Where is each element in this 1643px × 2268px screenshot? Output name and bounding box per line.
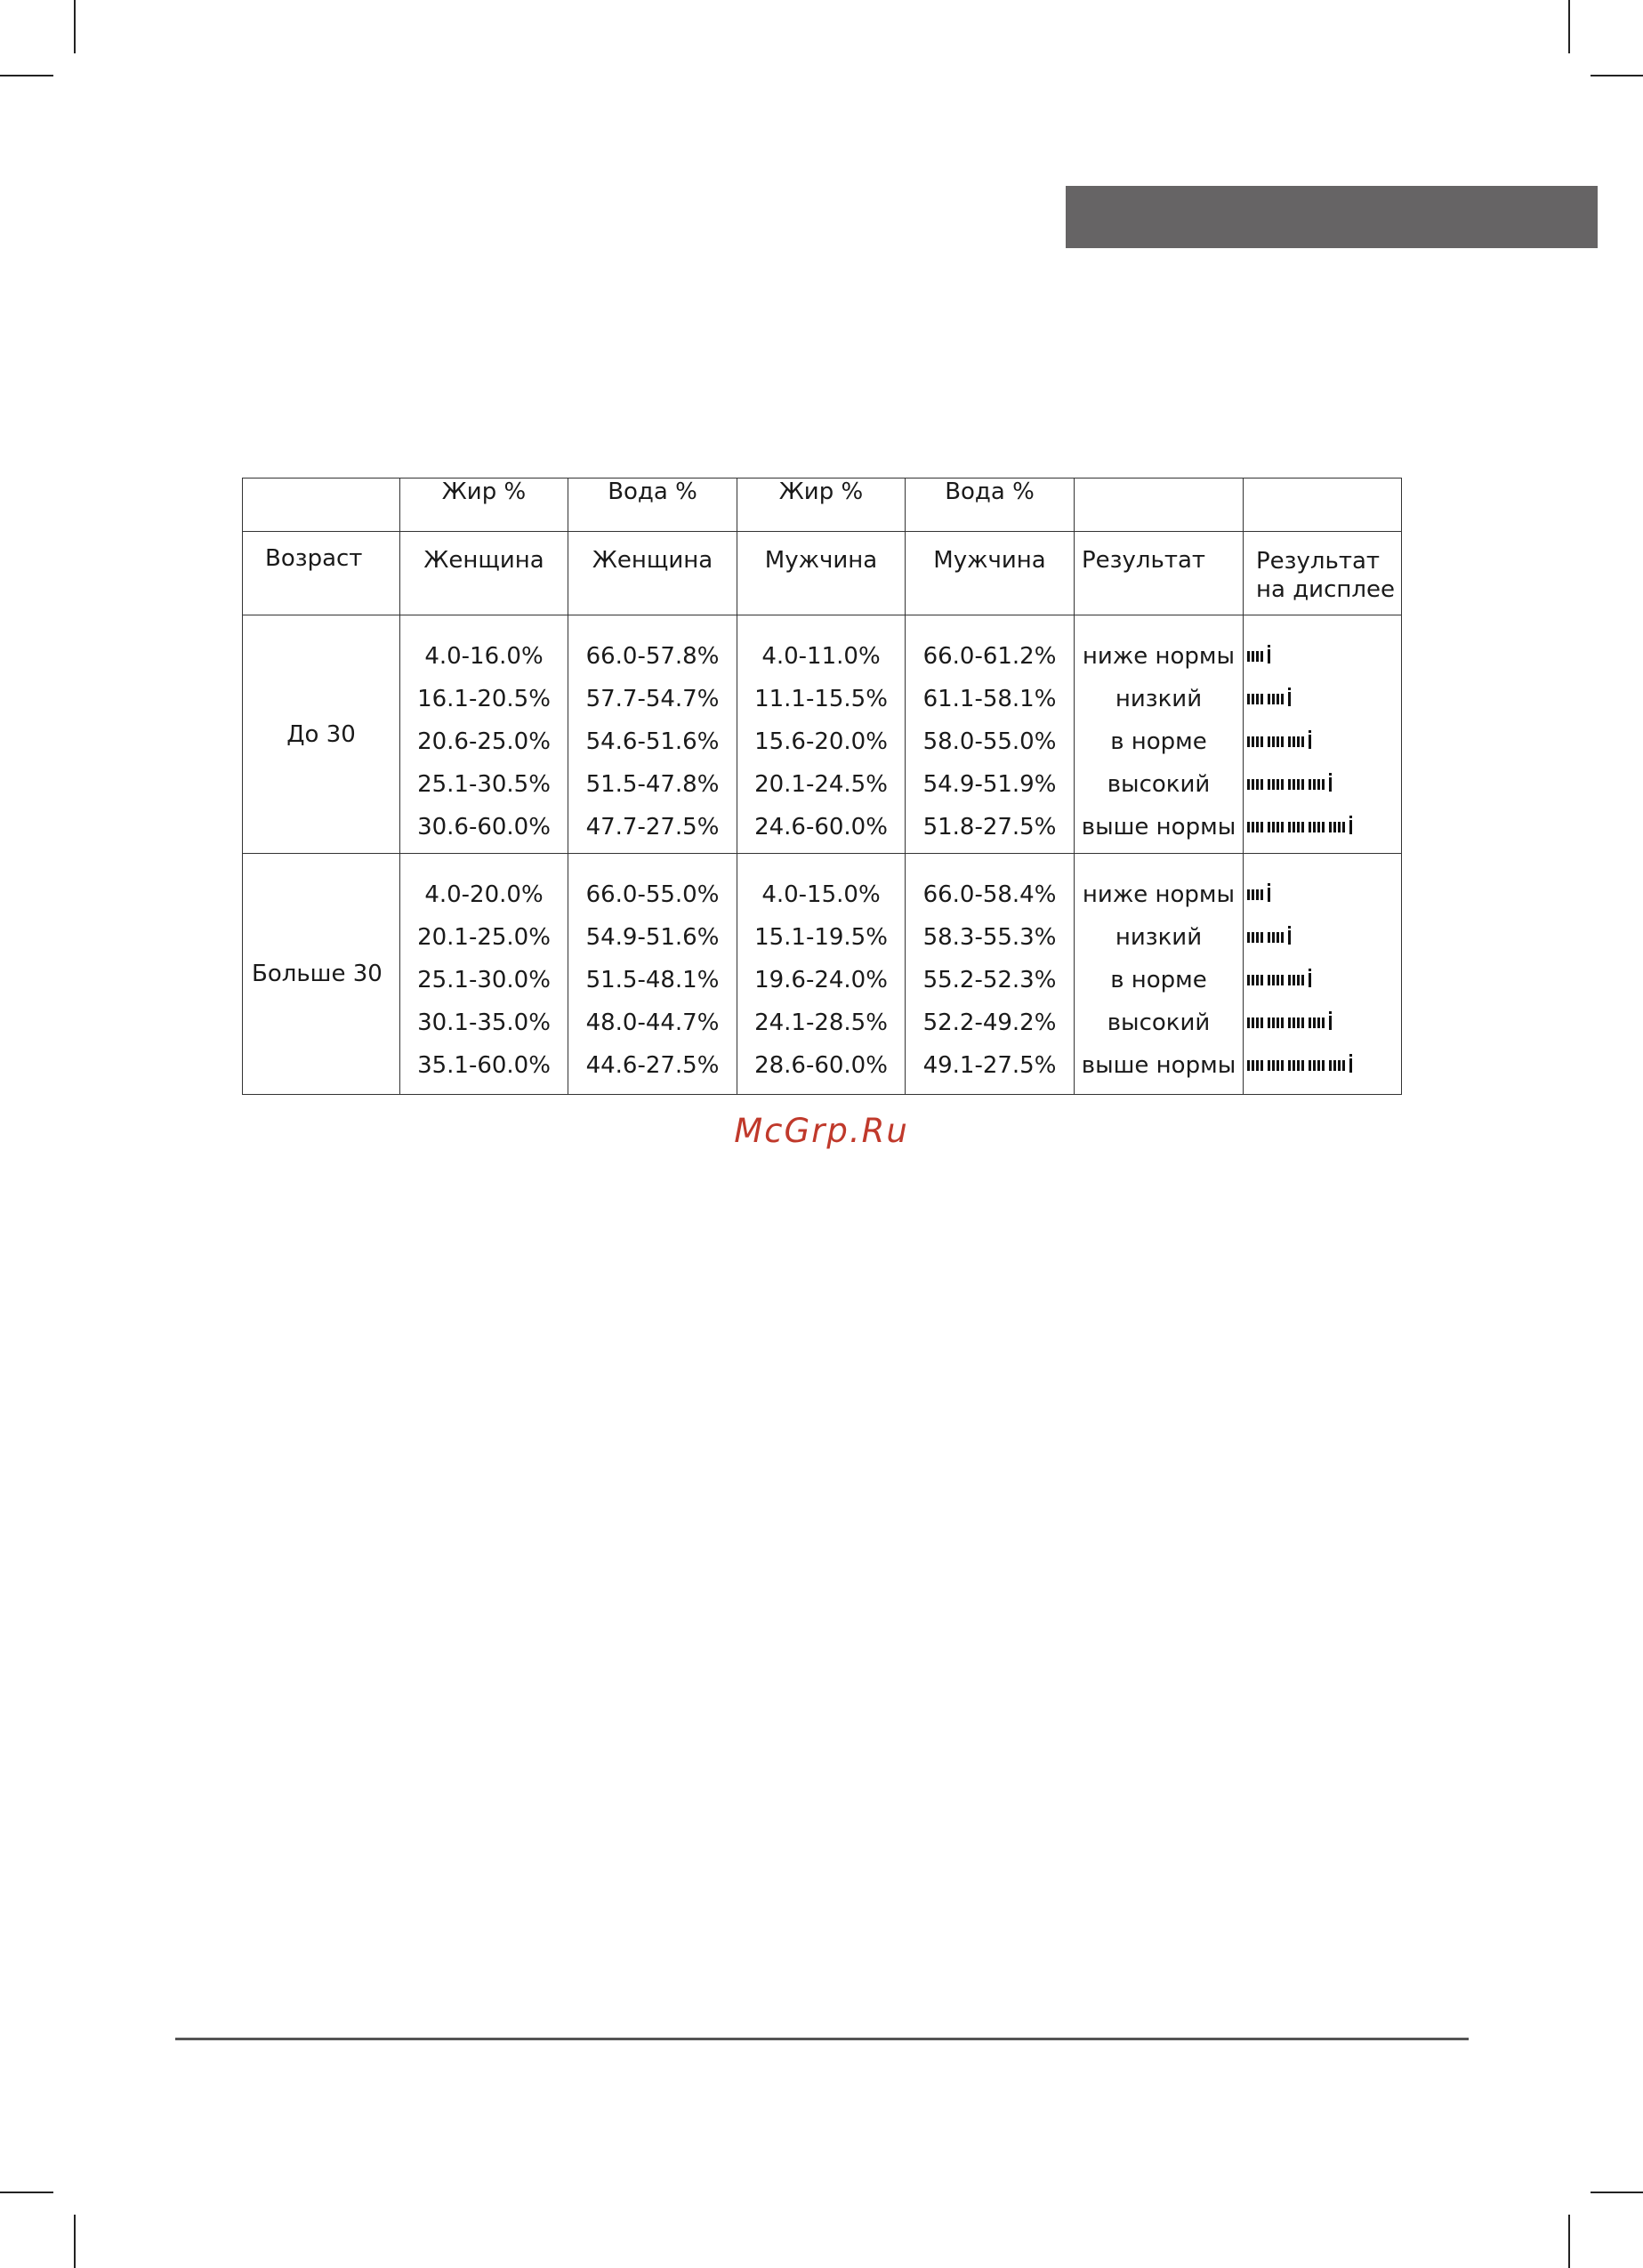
display-marker-icon bbox=[1268, 888, 1270, 902]
display-marker-icon bbox=[1349, 1058, 1352, 1073]
cell-value: 11.1-15.5% bbox=[754, 686, 888, 712]
display-indicators bbox=[1244, 854, 1401, 1087]
display-marker-icon bbox=[1288, 692, 1291, 706]
display-segment bbox=[1268, 1060, 1284, 1071]
crop-mark bbox=[1591, 75, 1643, 76]
cell-value: 54.9-51.6% bbox=[585, 924, 720, 951]
cell-value: 47.7-27.5% bbox=[585, 814, 720, 840]
header-label-line2: на дисплее bbox=[1256, 576, 1395, 603]
display-level-indicator bbox=[1247, 873, 1401, 916]
fat-female-cell bbox=[400, 854, 568, 1095]
display-cell bbox=[1244, 615, 1402, 854]
watermark: McGrp.Ru bbox=[734, 1112, 909, 1150]
display-segment bbox=[1247, 1060, 1263, 1071]
cell-value: ниже нормы bbox=[1082, 881, 1236, 908]
display-segment bbox=[1247, 779, 1263, 790]
cell-value: 51.5-47.8% bbox=[585, 771, 720, 798]
cell-value: 4.0-16.0% bbox=[424, 643, 544, 670]
display-marker-icon bbox=[1309, 973, 1311, 987]
cell-value: 52.2-49.2% bbox=[922, 1009, 1057, 1036]
cell-value: 58.3-55.3% bbox=[922, 924, 1057, 951]
display-marker-icon bbox=[1329, 1016, 1332, 1030]
crop-mark bbox=[0, 75, 53, 76]
display-indicators bbox=[1244, 615, 1401, 848]
display-level-indicator bbox=[1247, 635, 1401, 678]
cell-value: 25.1-30.0% bbox=[417, 967, 551, 993]
display-segment bbox=[1268, 932, 1284, 943]
cell-value: 25.1-30.5% bbox=[417, 771, 551, 798]
cell-value: 15.1-19.5% bbox=[754, 924, 888, 951]
cell-value: 19.6-24.0% bbox=[754, 967, 888, 993]
cell-value: 20.1-25.0% bbox=[417, 924, 551, 951]
cell-value: 61.1-58.1% bbox=[922, 686, 1057, 712]
cell-value: выше нормы bbox=[1081, 814, 1236, 840]
cell-value: 48.0-44.7% bbox=[585, 1009, 720, 1036]
cell-value: 4.0-11.0% bbox=[761, 643, 881, 670]
display-segment bbox=[1247, 694, 1263, 704]
cell-value: 44.6-27.5% bbox=[585, 1052, 720, 1079]
group-row bbox=[243, 854, 1402, 1095]
cell-value: 66.0-58.4% bbox=[922, 881, 1057, 908]
display-segment bbox=[1247, 932, 1263, 943]
crop-mark bbox=[74, 2215, 76, 2268]
cell-value: 66.0-61.2% bbox=[922, 643, 1057, 670]
display-marker-icon bbox=[1288, 930, 1291, 945]
cell-value: 66.0-55.0% bbox=[585, 881, 720, 908]
cell-value: 24.6-60.0% bbox=[754, 814, 888, 840]
display-segment bbox=[1247, 975, 1263, 985]
cell-value: 54.9-51.9% bbox=[922, 771, 1057, 798]
header-label-line1: Результат bbox=[1256, 548, 1381, 575]
crop-mark bbox=[74, 0, 76, 53]
display-level-indicator bbox=[1247, 763, 1401, 806]
display-segment bbox=[1309, 822, 1325, 832]
display-level-indicator bbox=[1247, 959, 1401, 1001]
header-cell bbox=[1075, 532, 1244, 615]
header-label: Мужчина bbox=[764, 547, 878, 574]
header-label: Женщина bbox=[423, 547, 544, 574]
display-segment bbox=[1309, 1060, 1325, 1071]
display-segment bbox=[1268, 694, 1284, 704]
header-label: Результат bbox=[1082, 547, 1206, 574]
header-cell bbox=[243, 532, 400, 615]
cell-value: 4.0-15.0% bbox=[761, 881, 881, 908]
cell-value: низкий bbox=[1115, 686, 1203, 712]
header-label: Мужчина bbox=[933, 547, 1046, 574]
header-cell bbox=[400, 532, 568, 615]
cell-value: 51.5-48.1% bbox=[585, 967, 720, 993]
display-marker-icon bbox=[1329, 777, 1332, 792]
display-level-indicator bbox=[1247, 916, 1401, 959]
header-bar bbox=[1066, 186, 1598, 248]
cell-value: 55.2-52.3% bbox=[922, 967, 1057, 993]
display-segment bbox=[1329, 1060, 1345, 1071]
header-cell: Жир % bbox=[400, 479, 568, 532]
header-cell bbox=[1075, 479, 1244, 532]
display-marker-icon bbox=[1349, 820, 1352, 834]
cell-value: 57.7-54.7% bbox=[585, 686, 720, 712]
cell-value: в норме bbox=[1110, 728, 1207, 755]
header-row-1 bbox=[243, 479, 1402, 532]
display-marker-icon bbox=[1309, 735, 1311, 749]
cell-value: высокий bbox=[1107, 1009, 1211, 1036]
header-cell bbox=[906, 532, 1075, 615]
display-segment bbox=[1288, 779, 1304, 790]
body-composition-table bbox=[242, 478, 1402, 1095]
cell-value: 20.1-24.5% bbox=[754, 771, 888, 798]
group-row bbox=[243, 615, 1402, 854]
cell-value: 35.1-60.0% bbox=[417, 1052, 551, 1079]
crop-mark bbox=[1591, 2192, 1643, 2193]
header-label bbox=[1244, 532, 1401, 604]
display-segment bbox=[1247, 1017, 1263, 1028]
header-cell bbox=[243, 479, 400, 532]
cell-value: 15.6-20.0% bbox=[754, 728, 888, 755]
header-row-2 bbox=[243, 532, 1402, 615]
result-cell bbox=[1075, 615, 1244, 854]
display-segment bbox=[1329, 822, 1345, 832]
cell-value: 20.6-25.0% bbox=[417, 728, 551, 755]
display-segment bbox=[1309, 779, 1325, 790]
header-label: Женщина bbox=[592, 547, 713, 574]
header-cell: Вода % bbox=[906, 479, 1075, 532]
cell-value: высокий bbox=[1107, 771, 1211, 798]
water-female-cell bbox=[568, 615, 737, 854]
cell-value: 28.6-60.0% bbox=[754, 1052, 888, 1079]
cell-value: 24.1-28.5% bbox=[754, 1009, 888, 1036]
display-segment bbox=[1247, 822, 1263, 832]
display-segment bbox=[1309, 1017, 1325, 1028]
display-segment bbox=[1247, 889, 1263, 900]
header-cell: Жир % bbox=[737, 479, 906, 532]
crop-mark bbox=[1568, 2215, 1570, 2268]
cell-value: 58.0-55.0% bbox=[922, 728, 1057, 755]
header-label: Возраст bbox=[265, 545, 363, 572]
cell-value: 51.8-27.5% bbox=[922, 814, 1057, 840]
display-segment bbox=[1268, 779, 1284, 790]
fat-female-cell bbox=[400, 615, 568, 854]
water-male-cell bbox=[906, 854, 1075, 1095]
display-level-indicator bbox=[1247, 678, 1401, 720]
display-segment bbox=[1268, 736, 1284, 747]
display-segment bbox=[1268, 822, 1284, 832]
display-segment bbox=[1288, 975, 1304, 985]
bottom-rule bbox=[175, 2038, 1469, 2040]
header-cell bbox=[1244, 479, 1402, 532]
fat-male-cell bbox=[737, 854, 906, 1095]
header-cell bbox=[1244, 532, 1402, 615]
cell-value: 30.6-60.0% bbox=[417, 814, 551, 840]
display-segment bbox=[1247, 736, 1263, 747]
display-level-indicator bbox=[1247, 1001, 1401, 1044]
display-segment bbox=[1288, 736, 1304, 747]
cell-value: выше нормы bbox=[1081, 1052, 1236, 1079]
header-cell bbox=[737, 532, 906, 615]
display-segment bbox=[1288, 1017, 1304, 1028]
cell-value: 16.1-20.5% bbox=[417, 686, 551, 712]
age-cell: До 30 bbox=[243, 615, 400, 854]
display-segment bbox=[1247, 651, 1263, 662]
cell-value: 30.1-35.0% bbox=[417, 1009, 551, 1036]
cell-value: 49.1-27.5% bbox=[922, 1052, 1057, 1079]
display-marker-icon bbox=[1268, 649, 1270, 664]
cell-value: ниже нормы bbox=[1082, 643, 1236, 670]
cell-value: 66.0-57.8% bbox=[585, 643, 720, 670]
header-cell: Вода % bbox=[568, 479, 737, 532]
cell-value: низкий bbox=[1115, 924, 1203, 951]
header-cell bbox=[568, 532, 737, 615]
display-level-indicator bbox=[1247, 1044, 1401, 1087]
result-cell bbox=[1075, 854, 1244, 1095]
cell-value: 54.6-51.6% bbox=[585, 728, 720, 755]
water-male-cell bbox=[906, 615, 1075, 854]
fat-male-cell bbox=[737, 615, 906, 854]
display-segment bbox=[1268, 975, 1284, 985]
display-segment bbox=[1288, 822, 1304, 832]
display-cell bbox=[1244, 854, 1402, 1095]
cell-value: в норме bbox=[1110, 967, 1207, 993]
display-level-indicator bbox=[1247, 806, 1401, 848]
crop-mark bbox=[0, 2192, 53, 2193]
water-female-cell bbox=[568, 854, 737, 1095]
display-segment bbox=[1268, 1017, 1284, 1028]
display-segment bbox=[1288, 1060, 1304, 1071]
cell-value: 4.0-20.0% bbox=[424, 881, 544, 908]
age-cell: Больше 30 bbox=[243, 854, 400, 1095]
display-level-indicator bbox=[1247, 720, 1401, 763]
crop-mark bbox=[1568, 0, 1570, 53]
